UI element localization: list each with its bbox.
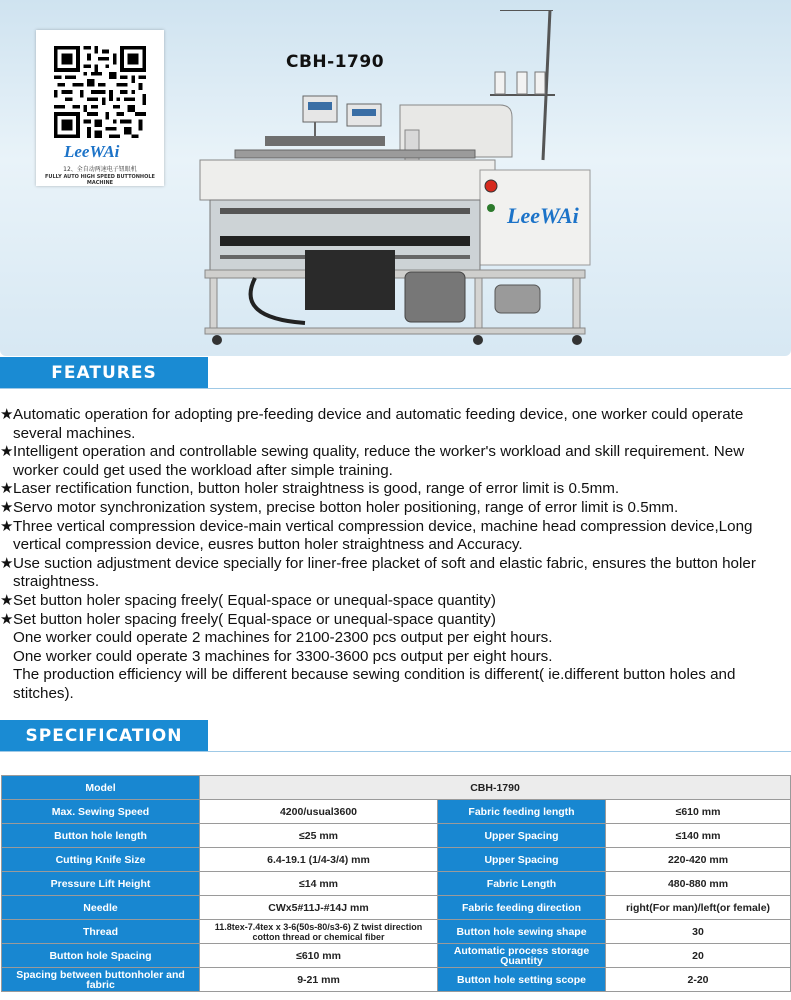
spec-label: Button hole length — [2, 824, 200, 848]
feature-item: ★ Set button holer spacing freely( Equal-space or unequal-space quantity) — [0, 610, 496, 628]
spec-label: Fabric Length — [438, 872, 606, 896]
features-divider — [0, 388, 791, 389]
spec-value: CWx5#11J-#14J mm — [200, 896, 438, 920]
spec-value: ≤610 mm — [606, 800, 791, 824]
spec-value: ≤25 mm — [200, 824, 438, 848]
qr-code-icon[interactable] — [54, 46, 146, 138]
spec-value: 9-21 mm — [200, 968, 438, 992]
table-row — [2, 824, 791, 848]
spec-value: ≤14 mm — [200, 872, 438, 896]
spec-value: 30 — [606, 920, 791, 944]
model-title: CBH-1790 — [286, 52, 385, 72]
feature-item: ★ Use suction adjustment device specially for liner-free placket of soft and elastic fabric, ensures the button holer straightness. — [0, 554, 756, 591]
star-icon: ★ — [0, 517, 14, 535]
qr-caption-cn: 12、全自动两速电子钮眼机 — [63, 166, 137, 173]
feature-item: One worker could operate 2 machines for 2100-2300 pcs output per eight hours. — [13, 629, 553, 647]
spec-value: 220-420 mm — [606, 848, 791, 872]
spec-value: 20 — [606, 944, 791, 968]
star-icon: ★ — [0, 480, 14, 498]
feature-item: ★ Laser rectification function, button holer straightness is good, range of error limit is 0.5mm. — [0, 480, 620, 498]
spec-label: Needle — [2, 896, 200, 920]
star-icon: ★ — [0, 406, 14, 423]
star-icon: ★ — [0, 443, 14, 461]
spec-label: Upper Spacing — [438, 824, 606, 848]
star-icon: ★ — [0, 498, 14, 516]
spec-label: Automatic process storage Quantity — [438, 944, 606, 968]
spec-label: Spacing between buttonholer and fabric — [2, 968, 200, 992]
spec-label: Model — [2, 776, 200, 800]
spec-label: Cutting Knife Size — [2, 848, 200, 872]
table-row — [2, 848, 791, 872]
spec-value: ≤610 mm — [200, 944, 438, 968]
feature-item: One worker could operate 3 machines for 3300-3600 pcs output per eight hours. — [13, 647, 553, 665]
qr-card — [36, 30, 164, 186]
table-row — [2, 944, 791, 968]
spec-label: Fabric feeding direction — [438, 896, 606, 920]
spec-label: Thread — [2, 920, 200, 944]
specification-heading: SPECIFICATION — [25, 726, 183, 746]
spec-label: Upper Spacing — [438, 848, 606, 872]
features-heading-band — [0, 357, 208, 389]
star-icon: ★ — [0, 554, 14, 572]
star-icon: ★ — [0, 610, 14, 628]
spec-value: right(For man)/left(or female) — [606, 896, 791, 920]
buttonhole-machine-illustration — [195, 10, 605, 350]
star-icon: ★ — [0, 591, 14, 609]
specification-heading-band — [0, 720, 208, 752]
feature-item: ★ Automatic operation for adopting pre-feeding device and automatic feeding device, one worker could operate several machines. — [0, 406, 744, 442]
features-list — [0, 406, 791, 704]
spec-value: 6.4-19.1 (1/4-3/4) mm — [200, 848, 438, 872]
spec-label: Button hole sewing shape — [438, 920, 606, 944]
hero-banner — [0, 0, 791, 356]
qr-caption-en: FULLY AUTO HIGH SPEED BUTTONHOLE MACHINE — [45, 174, 155, 186]
feature-item: ★ Servo motor synchronization system, precise botton holer positioning, range of error limit is 0.5mm. — [0, 498, 679, 516]
spec-label: Button hole Spacing — [2, 944, 200, 968]
table-row — [2, 776, 791, 800]
spec-label: Button hole setting scope — [438, 968, 606, 992]
specification-divider — [0, 751, 791, 752]
spec-value: 480-880 mm — [606, 872, 791, 896]
spec-label: Fabric feeding length — [438, 800, 606, 824]
feature-item: ★ Intelligent operation and controllable sewing quality, reduce the worker's workload and skill requirement. New worker could get used the workload after simple training. — [0, 443, 745, 479]
table-row — [2, 896, 791, 920]
feature-item: ★ Set button holer spacing freely( Equal-space or unequal-space quantity) — [0, 591, 496, 609]
qr-brand-logo: LeeWAi — [64, 142, 120, 161]
table-row — [2, 968, 791, 992]
spec-value: 4200/usual3600 — [200, 800, 438, 824]
table-row — [2, 800, 791, 824]
spec-value: ≤140 mm — [606, 824, 791, 848]
spec-value: 2-20 — [606, 968, 791, 992]
table-row — [2, 872, 791, 896]
specification-table — [1, 775, 791, 992]
feature-item: ★ Three vertical compression device-main vertical compression device, machine head compression device,Long vertical compression device, eusres button holer straightness and Accuracy. — [0, 517, 753, 554]
spec-label: Pressure Lift Height — [2, 872, 200, 896]
spec-value: CBH-1790 — [200, 776, 791, 800]
features-heading: FEATURES — [51, 363, 157, 383]
feature-item: The production efficiency will be different because sewing condition is different( ie.different button holes and stitches). — [13, 666, 736, 702]
table-row — [2, 920, 791, 944]
spec-label: Max. Sewing Speed — [2, 800, 200, 824]
spec-value: 11.8tex-7.4tex x 3-6(50s-80/s3-6) Z twist direction cotton thread or chemical fiber — [200, 920, 438, 944]
machine-brand-logo: LeeWAi — [507, 203, 579, 228]
